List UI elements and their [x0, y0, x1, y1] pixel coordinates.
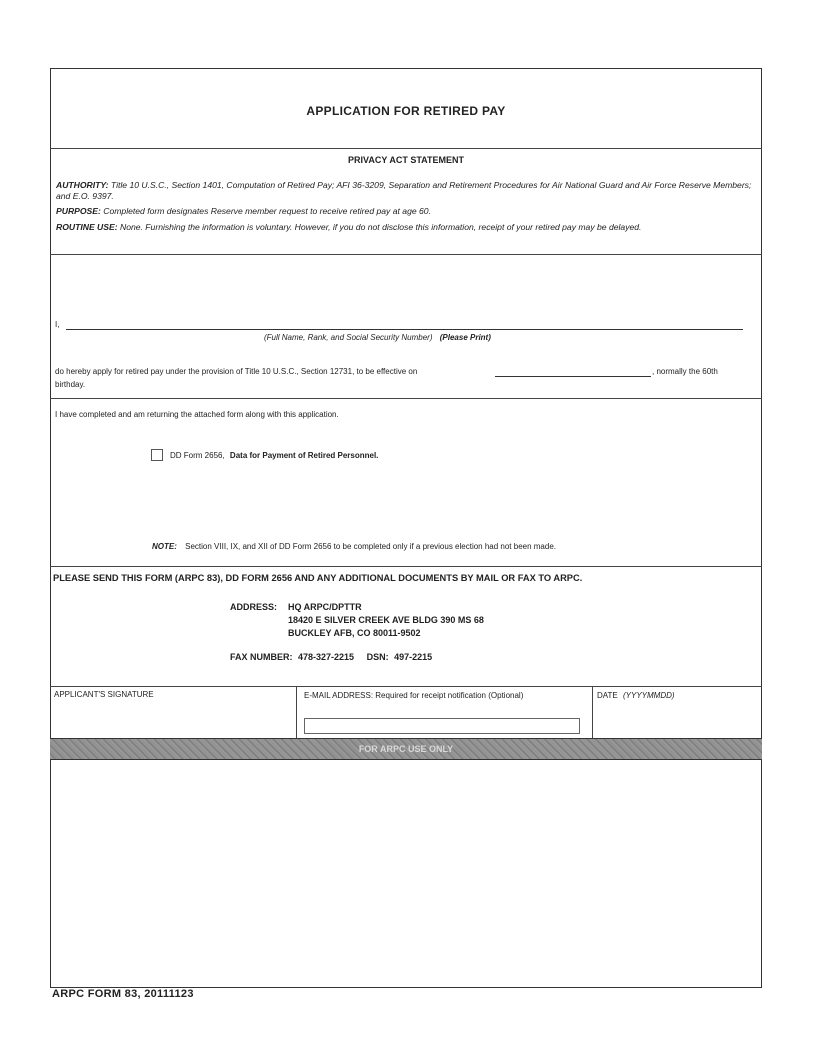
name-field[interactable] — [66, 329, 743, 330]
apply-line2: birthday. — [55, 380, 86, 389]
attached-text: I have completed and am returning the attached form along with this application. — [55, 410, 339, 419]
dd-form-name: Data for Payment of Retired Personnel. — [229, 451, 379, 460]
date-format: (YYYYMMDD) — [622, 691, 675, 700]
routine-use-label: ROUTINE USE: — [56, 222, 118, 232]
dd-form-label — [170, 451, 378, 460]
purpose-label: PURPOSE: — [56, 206, 101, 216]
divider — [592, 686, 593, 738]
form-number: ARPC FORM 83, 20111123 — [52, 988, 194, 1000]
apply-suffix: , normally the 60th — [652, 367, 718, 376]
divider — [50, 398, 762, 399]
send-heading: PLEASE SEND THIS FORM (ARPC 83), DD FORM 2656 AND ANY ADDITIONAL DOCUMENTS BY MAIL OR FAX TO ARPC. — [53, 573, 583, 583]
arpc-use-only-bar: FOR ARPC USE ONLY — [50, 738, 762, 760]
divider — [296, 686, 297, 738]
authority-paragraph — [56, 180, 756, 202]
date-field[interactable] — [594, 704, 760, 736]
page-title: APPLICATION FOR RETIRED PAY — [306, 104, 506, 118]
name-caption — [264, 333, 491, 342]
dd-form-2656-checkbox[interactable] — [151, 449, 163, 461]
dsn-value: 497-2215 — [394, 652, 433, 662]
dsn-label: DSN: — [366, 652, 389, 662]
divider — [50, 566, 762, 567]
routine-use-text: None. Furnishing the information is voluntary. However, if you do not disclose this information, receipt of your retired pay may be delayed. — [119, 222, 642, 232]
signature-field[interactable] — [52, 704, 294, 736]
divider — [50, 148, 762, 149]
authority-text: Title 10 U.S.C., Section 1401, Computation of Retired Pay; AFI 36-3209, Separation and Retirement Procedures for Air National Guard and Air Force Reserve Members; and E.O. 9397. — [56, 180, 752, 201]
print-caption: (Please Print) — [439, 333, 491, 342]
name-caption-text: (Full Name, Rank, and Social Security Number) — [264, 333, 433, 342]
address-label: ADDRESS: — [230, 602, 278, 612]
email-input[interactable] — [304, 718, 580, 734]
email-label: E-MAIL ADDRESS: Required for receipt notification (Optional) — [304, 691, 524, 700]
effective-date-field[interactable] — [495, 376, 651, 377]
note-label: NOTE: — [152, 542, 177, 551]
dd-form-prefix: DD Form 2656, — [170, 451, 225, 460]
i-prefix: I, — [55, 320, 60, 329]
fax-value: 478-327-2215 — [298, 652, 355, 662]
divider — [50, 686, 762, 687]
note — [152, 542, 556, 551]
fax-label: FAX NUMBER: — [230, 652, 293, 662]
arpc-use-area — [52, 761, 760, 986]
address-line1: HQ ARPC/DPTTR — [288, 602, 362, 612]
privacy-heading: PRIVACY ACT STATEMENT — [347, 155, 464, 165]
note-text: Section VIII, IX, and XII of DD Form 2656 to be completed only if a previous election had not been made. — [185, 542, 557, 551]
date-label-group — [597, 691, 675, 700]
address-line3: BUCKLEY AFB, CO 80011-9502 — [288, 628, 421, 638]
address-line2: 18420 E SILVER CREEK AVE BLDG 390 MS 68 — [288, 615, 484, 625]
fax-dsn-line — [230, 652, 432, 662]
divider — [50, 254, 762, 255]
signature-label: APPLICANT'S SIGNATURE — [54, 690, 154, 699]
apply-text: do hereby apply for retired pay under the provision of Title 10 U.S.C., Section 12731, to be effective on — [55, 367, 418, 376]
purpose-text: Completed form designates Reserve member request to receive retired pay at age 60. — [103, 206, 431, 216]
routine-use-paragraph — [56, 222, 756, 233]
date-label: DATE — [597, 691, 618, 700]
authority-label: AUTHORITY: — [56, 180, 109, 190]
purpose-paragraph — [56, 206, 756, 217]
